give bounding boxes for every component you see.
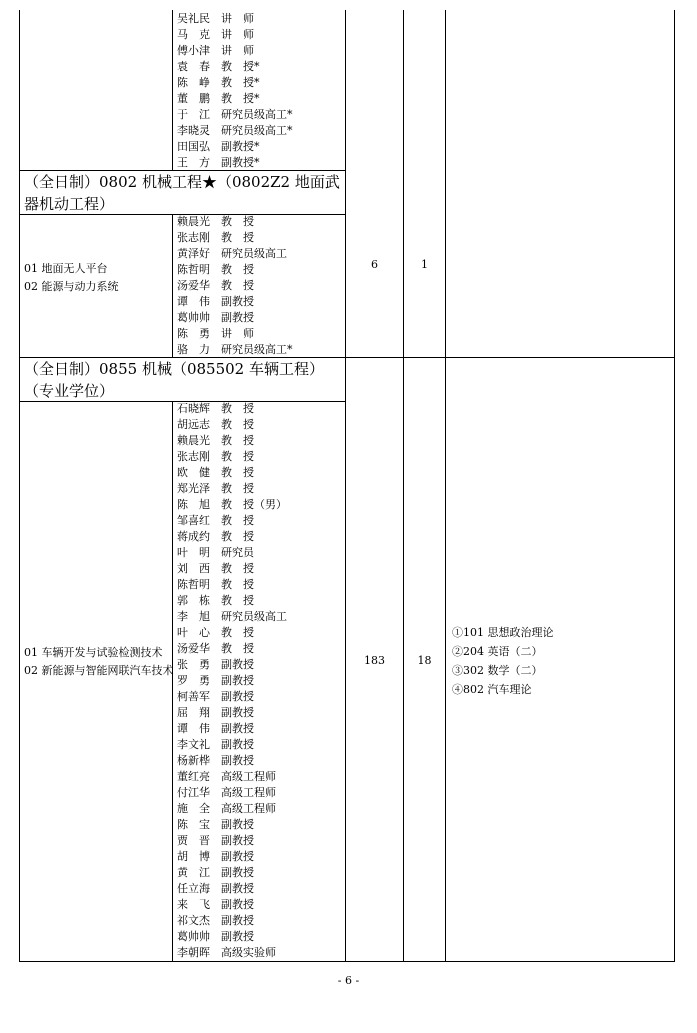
faculty-item: 董 鹏 教 授* bbox=[177, 92, 260, 105]
faculty-item: 刘 西 教 授 bbox=[177, 562, 254, 575]
faculty-item: 汤爱华 教 授 bbox=[177, 279, 254, 292]
faculty-item: 汤爱华 教 授 bbox=[177, 642, 254, 655]
faculty-item: 陈 峥 教 授* bbox=[177, 76, 260, 89]
faculty-item: 李晓灵 研究员级高工* bbox=[177, 124, 293, 137]
faculty-item: 吴礼民 讲 师 bbox=[177, 12, 254, 25]
direction-item: 01 地面无人平台 bbox=[24, 262, 108, 275]
col-divider-recommend-exams bbox=[445, 10, 446, 962]
enrollment-count-0802: 6 bbox=[371, 258, 378, 271]
direction-item: 01 车辆开发与试验检测技术 bbox=[24, 646, 163, 659]
table-border-right bbox=[674, 10, 675, 962]
faculty-item: 骆 力 研究员级高工* bbox=[177, 343, 293, 356]
faculty-item: 陈 勇 讲 师 bbox=[177, 327, 254, 340]
faculty-item: 谭 伟 副教授 bbox=[177, 722, 254, 735]
research-directions-0802 bbox=[24, 260, 174, 296]
recommended-count-0855: 18 bbox=[417, 654, 432, 667]
faculty-item: 石晓辉 教 授 bbox=[177, 402, 254, 415]
faculty-item: 胡远志 教 授 bbox=[177, 418, 254, 431]
faculty-item: 张志刚 教 授 bbox=[177, 231, 254, 244]
faculty-item: 郭 栋 教 授 bbox=[177, 594, 254, 607]
faculty-item: 于 江 研究员级高工* bbox=[177, 108, 293, 121]
col-divider-faculty-enroll bbox=[345, 10, 346, 962]
faculty-item: 屈 翔 副教授 bbox=[177, 706, 254, 719]
faculty-item: 邹喜红 教 授 bbox=[177, 514, 254, 527]
faculty-item: 田国弘 副教授* bbox=[177, 140, 260, 153]
recommended-count-0802: 1 bbox=[421, 258, 428, 271]
faculty-item: 蒋成约 教 授 bbox=[177, 530, 254, 543]
faculty-list-0855 bbox=[177, 401, 345, 961]
faculty-item: 黄 江 副教授 bbox=[177, 866, 254, 879]
faculty-item: 胡 博 副教授 bbox=[177, 850, 254, 863]
faculty-item: 来 飞 副教授 bbox=[177, 898, 254, 911]
table-border-left bbox=[19, 10, 20, 962]
direction-item: 02 新能源与智能网联汽车技术 bbox=[24, 664, 174, 677]
col-divider-enroll-recommend bbox=[403, 10, 404, 962]
faculty-item: 祁文杰 副教授 bbox=[177, 914, 254, 927]
faculty-item: 任立海 副教授 bbox=[177, 882, 254, 895]
table-border-bottom bbox=[19, 961, 675, 962]
faculty-item: 黄泽好 研究员级高工 bbox=[177, 247, 287, 260]
faculty-item: 张 勇 副教授 bbox=[177, 658, 254, 671]
faculty-item: 陈哲明 教 授 bbox=[177, 263, 254, 276]
faculty-item: 葛帅帅 副教授 bbox=[177, 930, 254, 943]
faculty-item: 袁 春 教 授* bbox=[177, 60, 260, 73]
faculty-item: 罗 勇 副教授 bbox=[177, 674, 254, 687]
faculty-list-0802 bbox=[177, 214, 345, 358]
exam-subject-item: ②204 英语（二） bbox=[452, 645, 543, 658]
faculty-item: 谭 伟 副教授 bbox=[177, 295, 254, 308]
exam-subject-item: ④802 汽车理论 bbox=[452, 683, 532, 696]
faculty-item: 叶 明 研究员 bbox=[177, 546, 254, 559]
col-divider-directions-faculty-s0 bbox=[172, 10, 173, 171]
faculty-list-continued bbox=[177, 11, 345, 171]
exam-subject-item: ①101 思想政治理论 bbox=[452, 626, 554, 639]
faculty-item: 傅小津 讲 师 bbox=[177, 44, 254, 57]
program-header-0802: （全日制）0802 机械工程★（0802Z2 地面武器机动工程） bbox=[24, 173, 340, 213]
faculty-item: 李文礼 副教授 bbox=[177, 738, 254, 751]
page-number: - 6 - bbox=[337, 974, 360, 987]
faculty-item: 贾 晋 副教授 bbox=[177, 834, 254, 847]
faculty-item: 王 方 副教授* bbox=[177, 156, 260, 169]
faculty-item: 叶 心 教 授 bbox=[177, 626, 254, 639]
faculty-item: 陈 旭 教 授（男） bbox=[177, 498, 287, 511]
faculty-item: 施 全 高级工程师 bbox=[177, 802, 276, 815]
faculty-item: 马 克 讲 师 bbox=[177, 28, 254, 41]
faculty-item: 付江华 高级工程师 bbox=[177, 786, 276, 799]
faculty-item: 李朝晖 高级实验师 bbox=[177, 946, 276, 959]
program-header-0855: （全日制）0855 机械（085502 车辆工程）（专业学位） bbox=[24, 360, 324, 400]
research-directions-0855 bbox=[24, 644, 174, 680]
faculty-item: 赖晨光 教 授 bbox=[177, 434, 254, 447]
faculty-item: 郑光泽 教 授 bbox=[177, 482, 254, 495]
exam-subject-item: ③302 数学（二） bbox=[452, 664, 543, 677]
faculty-item: 陈 宝 副教授 bbox=[177, 818, 254, 831]
faculty-item: 李 旭 研究员级高工 bbox=[177, 610, 287, 623]
direction-item: 02 能源与动力系统 bbox=[24, 280, 119, 293]
faculty-item: 柯善军 副教授 bbox=[177, 690, 254, 703]
exam-subjects-0855 bbox=[452, 623, 672, 699]
faculty-item: 杨新桦 副教授 bbox=[177, 754, 254, 767]
col-divider-directions-faculty-s2 bbox=[172, 401, 173, 962]
faculty-item: 张志刚 教 授 bbox=[177, 450, 254, 463]
enrollment-count-0855: 183 bbox=[364, 654, 385, 667]
faculty-item: 董红亮 高级工程师 bbox=[177, 770, 276, 783]
faculty-item: 赖晨光 教 授 bbox=[177, 215, 254, 228]
faculty-item: 欧 健 教 授 bbox=[177, 466, 254, 479]
faculty-item: 葛帅帅 副教授 bbox=[177, 311, 254, 324]
faculty-item: 陈哲明 教 授 bbox=[177, 578, 254, 591]
